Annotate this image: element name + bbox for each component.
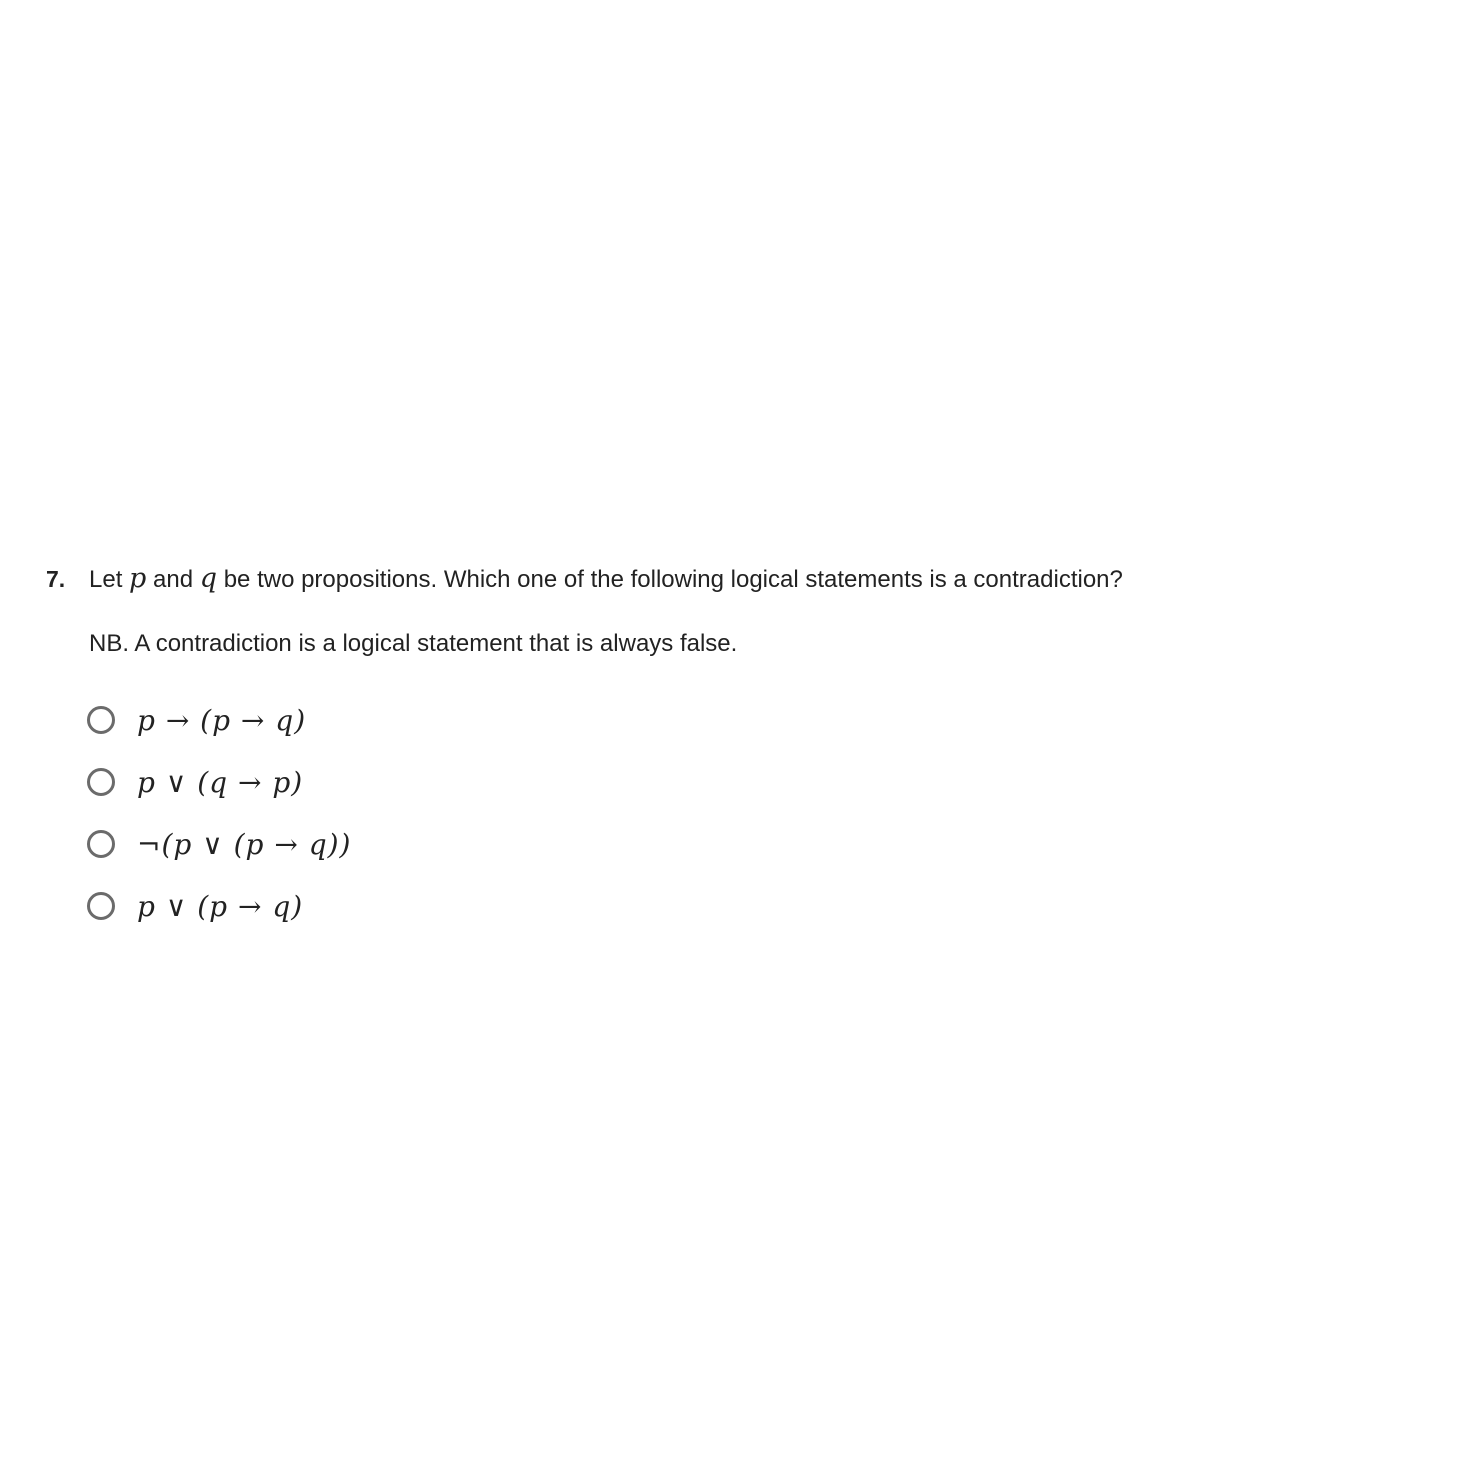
variable-q: q xyxy=(199,563,218,594)
question-block xyxy=(46,560,1426,937)
answer-option-4[interactable] xyxy=(87,875,1426,937)
option-formula: p → (p → q) xyxy=(137,703,307,737)
question-number: 7. xyxy=(46,566,66,592)
option-formula: ¬(p ∨ (p → q)) xyxy=(137,827,352,861)
radio-button-icon[interactable] xyxy=(87,768,115,796)
answer-option-3[interactable] xyxy=(87,813,1426,875)
question-note: NB. A contradiction is a logical statement that is always false. xyxy=(89,630,738,657)
answer-options xyxy=(87,689,1426,937)
question-text xyxy=(89,560,1123,599)
question-text-part3: be two propositions. Which one of the following logical statements is a contradiction? xyxy=(223,566,1123,593)
radio-button-icon[interactable] xyxy=(87,706,115,734)
option-formula: p ∨ (q → p) xyxy=(137,765,304,799)
option-formula: p ∨ (p → q) xyxy=(137,889,304,923)
radio-button-icon[interactable] xyxy=(87,892,115,920)
question-text-part1: Let xyxy=(89,566,123,593)
radio-button-icon[interactable] xyxy=(87,830,115,858)
answer-option-1[interactable] xyxy=(87,689,1426,751)
question-text-part2: and xyxy=(153,566,194,593)
question-prompt xyxy=(46,560,1426,599)
answer-option-2[interactable] xyxy=(87,751,1426,813)
variable-p: p xyxy=(129,563,147,594)
